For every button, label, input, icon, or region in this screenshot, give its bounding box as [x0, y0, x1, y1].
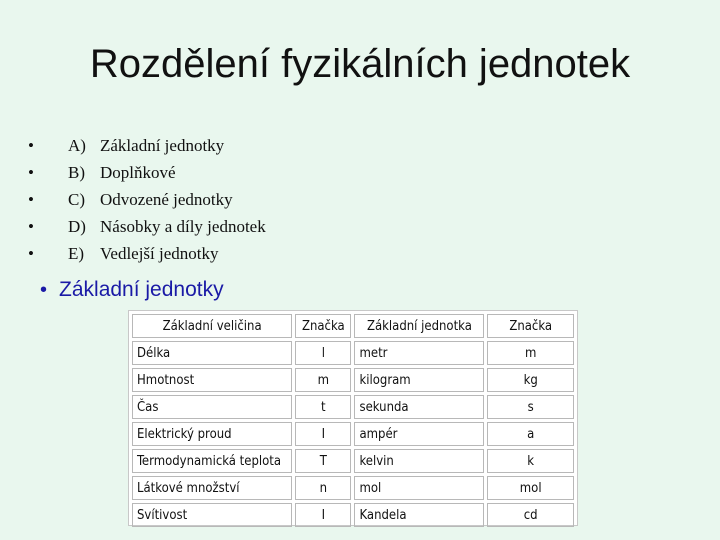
subheading: [40, 278, 224, 302]
bullet-icon: •: [40, 278, 48, 301]
table-header-row: [132, 314, 574, 338]
header-quantity: Základní veličina: [132, 314, 292, 338]
list-item: • E) Vedlejší jednotky: [28, 244, 219, 263]
subheading-text: Základní jednotky: [59, 278, 224, 301]
unit-category-list: [28, 132, 266, 267]
slide-title: Rozdělení fyzikálních jednotek: [89, 42, 631, 86]
table-row: Hmotnost m kilogram kg: [132, 368, 574, 392]
table-row: Svítivost I Kandela cd: [132, 503, 574, 527]
header-unit-symbol: Značka: [487, 314, 574, 338]
table-row: Termodynamická teplota T kelvin k: [132, 449, 574, 473]
header-unit: Základní jednotka: [354, 314, 484, 338]
table-row: Elektrický proud I ampér a: [132, 422, 574, 446]
table-row: Látkové množství n mol mol: [132, 476, 574, 500]
header-symbol: Značka: [295, 314, 351, 338]
base-units-table: [128, 310, 578, 526]
table-row: Čas t sekunda s: [132, 395, 574, 419]
list-item: • C) Odvozené jednotky: [28, 190, 233, 209]
list-item: • B) Doplňkové: [28, 163, 176, 182]
table-row: Délka l metr m: [132, 341, 574, 365]
list-item: • D) Násobky a díly jednotek: [28, 217, 266, 236]
list-item: • A) Základní jednotky: [28, 136, 225, 155]
